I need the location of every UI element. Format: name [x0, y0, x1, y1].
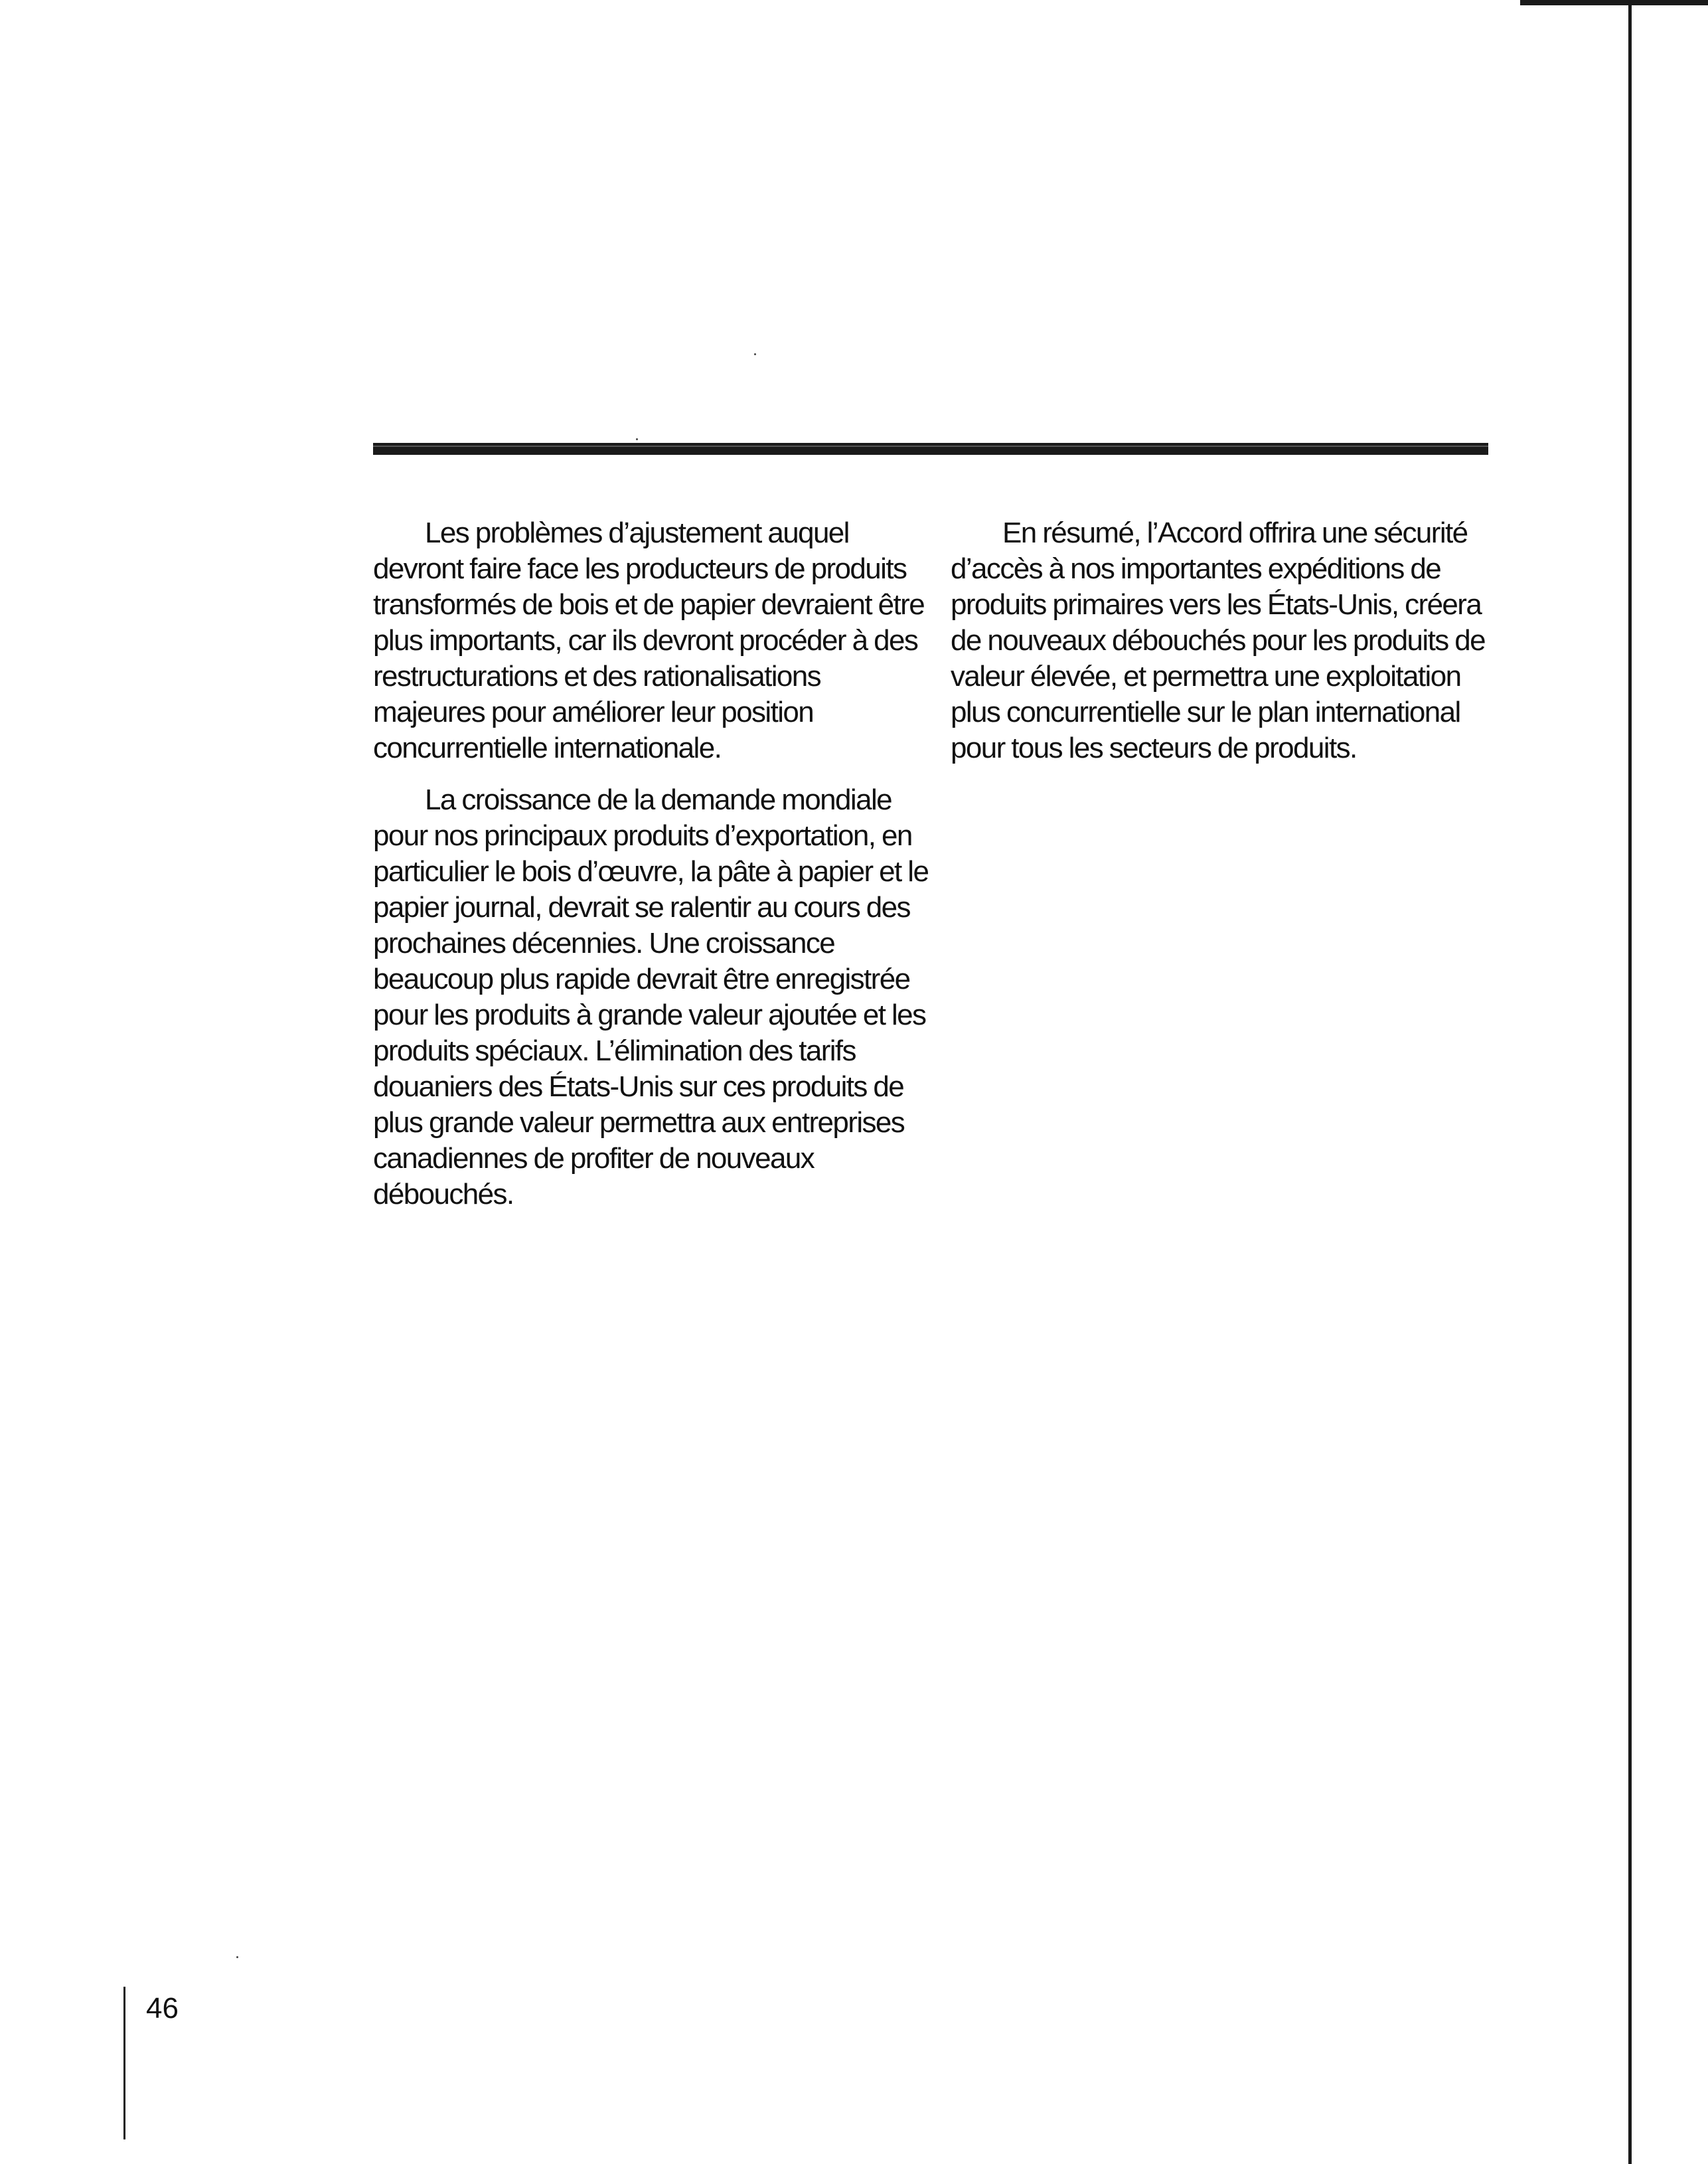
scan-edge-mark — [1520, 0, 1708, 5]
right-column — [951, 515, 1502, 782]
scan-speck — [236, 1956, 238, 1958]
paragraph: La croissance de la demande mondiale pour nos principaux produits d’exportation, en particulier le bois d’œuvre, la pâte à papier et le papier journal, devrait se ralentir au cours des prochaines décennies. Une croissance beaucoup plus rapide devrait être enregistrée pour les produits à grande valeur ajoutée et les produits spéciaux. L’élimination des tarifs douaniers des États-Unis sur ces produits de plus grande valeur permettra aux entreprises canadiennes de profiter de nouveaux débouchés. — [373, 784, 929, 1210]
margin-line — [123, 1987, 125, 2139]
section-rule — [373, 443, 1488, 455]
left-column — [373, 515, 931, 1228]
page-number: 46 — [146, 1992, 179, 2025]
scan-edge-line — [1628, 0, 1632, 2164]
scan-speck — [754, 353, 756, 355]
scan-speck — [636, 438, 638, 440]
paragraph: En résumé, l’Accord offrira une sécurité d’accès à nos importantes expéditions de produits primaires vers les États-Unis, créera de nouveaux débouchés pour les produits de valeur élevée, et permettra une exploitation plus concurrentielle sur le plan international pour tous les secteurs de produits. — [951, 517, 1485, 764]
paragraph: Les problèmes d’ajustement auquel devront faire face les producteurs de produits transformés de bois et de papier devraient être plus importants, car ils devront procéder à des restructurations et des rationalisations majeures pour améliorer leur position concurrentielle internationale. — [373, 517, 925, 764]
